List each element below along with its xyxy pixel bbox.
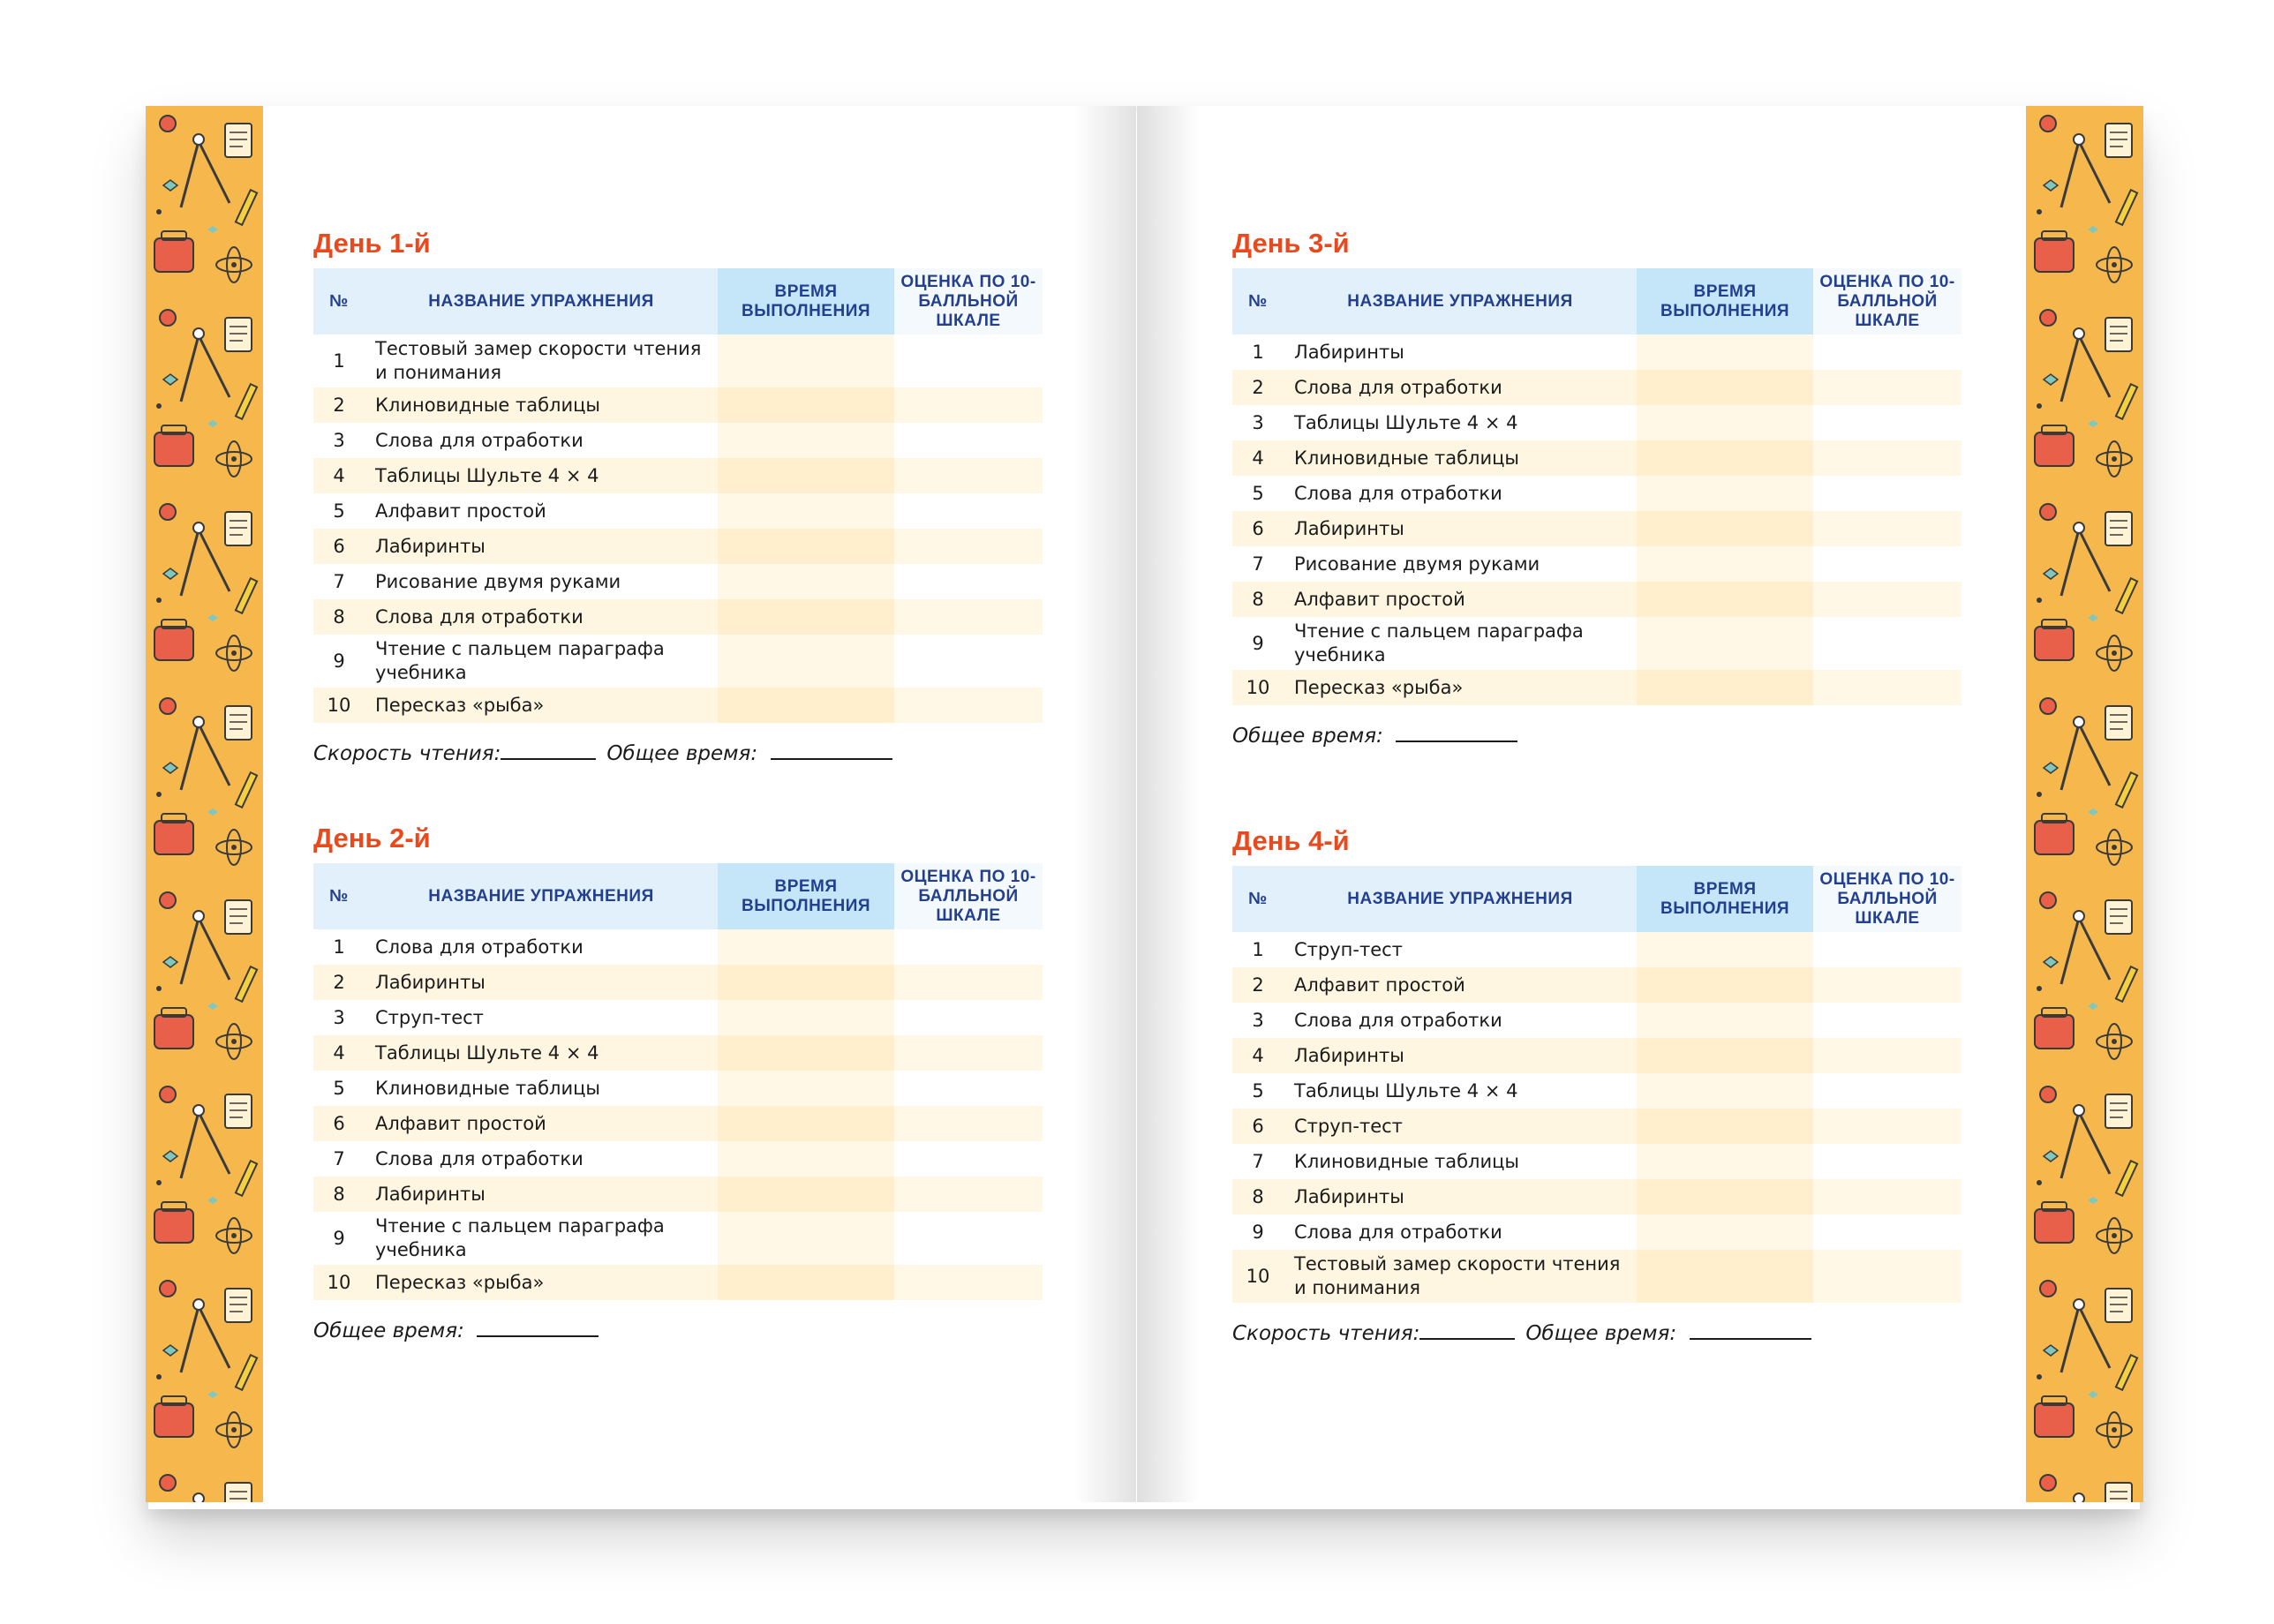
table-row	[1232, 1038, 1962, 1073]
reading-speed-label: Скорость чтения:	[1232, 1322, 1420, 1345]
row-number: 1	[1232, 932, 1284, 967]
exercise-name: Клиновидные таблицы	[1284, 1144, 1637, 1179]
table-header-row	[1232, 268, 1962, 335]
day-2-section	[313, 821, 1043, 1342]
exercise-name: Клиновидные таблицы	[365, 387, 718, 423]
school-doodles-icon	[2026, 106, 2143, 1502]
table-row	[313, 335, 1043, 387]
total-time-label: Общее время:	[313, 1320, 464, 1342]
time-cell[interactable]	[718, 458, 894, 493]
day-1-section	[313, 226, 1043, 765]
score-cell[interactable]	[894, 1035, 1043, 1071]
decorative-pattern-strip	[146, 106, 263, 1502]
table-row	[313, 965, 1043, 1000]
exercise-table	[1232, 866, 1962, 1303]
reading-speed-blank[interactable]	[501, 753, 596, 760]
row-number: 9	[313, 635, 365, 688]
total-time-blank[interactable]	[1396, 735, 1517, 742]
right-page	[1137, 106, 2143, 1502]
time-cell[interactable]	[718, 493, 894, 529]
row-number: 5	[313, 493, 365, 529]
score-cell[interactable]	[894, 1071, 1043, 1106]
total-time-label: Общее время:	[1232, 725, 1383, 748]
table-row	[313, 493, 1043, 529]
exercise-name: Лабиринты	[365, 529, 718, 564]
score-cell[interactable]	[1813, 1038, 1962, 1073]
row-number: 1	[313, 929, 365, 965]
exercise-name: Слова для отработки	[365, 929, 718, 965]
row-number: 9	[313, 1212, 365, 1265]
score-cell[interactable]	[1813, 670, 1962, 705]
row-number: 8	[313, 1177, 365, 1212]
table-row	[313, 1035, 1043, 1071]
exercise-name: Таблицы Шульте 4 × 4	[365, 1035, 718, 1071]
exercise-name: Клиновидные таблицы	[1284, 440, 1637, 476]
exercise-name: Пересказ «рыба»	[1284, 670, 1637, 705]
row-number: 6	[313, 1106, 365, 1141]
table-row	[1232, 476, 1962, 511]
header-time: ВРЕМЯ ВЫПОЛНЕНИЯ	[1637, 268, 1813, 335]
time-cell[interactable]	[1637, 440, 1813, 476]
score-cell[interactable]	[1813, 1214, 1962, 1250]
row-number: 1	[313, 335, 365, 387]
exercise-name: Слова для отработки	[1284, 476, 1637, 511]
score-cell[interactable]	[1813, 335, 1962, 370]
header-number: №	[1232, 866, 1284, 932]
table-row	[313, 1071, 1043, 1106]
table-header-row	[1232, 866, 1962, 932]
score-cell[interactable]	[894, 564, 1043, 599]
score-cell[interactable]	[1813, 1073, 1962, 1109]
row-number: 2	[1232, 370, 1284, 405]
table-row	[1232, 670, 1962, 705]
time-cell[interactable]	[1637, 1003, 1813, 1038]
day-footer	[313, 1320, 1043, 1342]
score-cell[interactable]	[894, 423, 1043, 458]
table-row	[313, 1000, 1043, 1035]
exercise-name: Слова для отработки	[365, 423, 718, 458]
exercise-name: Лабиринты	[1284, 1179, 1637, 1214]
row-number: 3	[313, 423, 365, 458]
row-number: 7	[313, 564, 365, 599]
time-cell[interactable]	[1637, 1214, 1813, 1250]
time-cell[interactable]	[1637, 1073, 1813, 1109]
time-cell[interactable]	[1637, 370, 1813, 405]
time-cell[interactable]	[1637, 476, 1813, 511]
score-cell[interactable]	[1813, 582, 1962, 617]
header-exercise-name: НАЗВАНИЕ УПРАЖНЕНИЯ	[365, 268, 718, 335]
exercise-table	[313, 863, 1043, 1300]
table-row	[1232, 440, 1962, 476]
exercise-name: Слова для отработки	[1284, 370, 1637, 405]
score-cell[interactable]	[1813, 1003, 1962, 1038]
time-cell[interactable]	[718, 965, 894, 1000]
score-cell[interactable]	[894, 1177, 1043, 1212]
exercise-name: Чтение с пальцем параграфа учебника	[1284, 617, 1637, 670]
exercise-name: Пересказ «рыба»	[365, 688, 718, 723]
table-row	[313, 1265, 1043, 1300]
score-cell[interactable]	[1813, 476, 1962, 511]
row-number: 2	[313, 387, 365, 423]
time-cell[interactable]	[718, 564, 894, 599]
header-number: №	[313, 863, 365, 929]
table-row	[1232, 1144, 1962, 1179]
score-cell[interactable]	[894, 635, 1043, 688]
score-cell[interactable]	[1813, 932, 1962, 967]
header-exercise-name: НАЗВАНИЕ УПРАЖНЕНИЯ	[1284, 866, 1637, 932]
score-cell[interactable]	[894, 493, 1043, 529]
day-4-section	[1232, 823, 1962, 1345]
total-time-blank[interactable]	[1690, 1333, 1811, 1340]
day-title: День 2-й	[313, 823, 431, 853]
exercise-name: Лабиринты	[1284, 1038, 1637, 1073]
time-cell[interactable]	[718, 387, 894, 423]
table-row	[313, 929, 1043, 965]
time-cell[interactable]	[1637, 335, 1813, 370]
exercise-name: Чтение с пальцем параграфа учебника	[365, 1212, 718, 1265]
row-number: 1	[1232, 335, 1284, 370]
total-time-blank[interactable]	[771, 753, 892, 760]
time-cell[interactable]	[718, 929, 894, 965]
exercise-name: Струп-тест	[1284, 932, 1637, 967]
exercise-table	[313, 268, 1043, 723]
score-cell[interactable]	[894, 1106, 1043, 1141]
score-cell[interactable]	[1813, 546, 1962, 582]
time-cell[interactable]	[718, 1000, 894, 1035]
score-cell[interactable]	[894, 599, 1043, 635]
table-row	[1232, 932, 1962, 967]
exercise-name: Таблицы Шульте 4 × 4	[1284, 405, 1637, 440]
header-exercise-name: НАЗВАНИЕ УПРАЖНЕНИЯ	[365, 863, 718, 929]
exercise-name: Слова для отработки	[365, 1141, 718, 1177]
day-3-section	[1232, 226, 1962, 748]
exercise-name: Клиновидные таблицы	[365, 1071, 718, 1106]
score-cell[interactable]	[894, 1212, 1043, 1265]
row-number: 7	[313, 1141, 365, 1177]
table-row	[1232, 967, 1962, 1003]
exercise-table	[1232, 268, 1962, 705]
exercise-name: Лабиринты	[365, 1177, 718, 1212]
time-cell[interactable]	[1637, 1109, 1813, 1144]
time-cell[interactable]	[718, 335, 894, 387]
table-row	[1232, 1073, 1962, 1109]
exercise-name: Лабиринты	[1284, 511, 1637, 546]
score-cell[interactable]	[894, 965, 1043, 1000]
row-number: 9	[1232, 1214, 1284, 1250]
row-number: 2	[313, 965, 365, 1000]
exercise-name: Таблицы Шульте 4 × 4	[365, 458, 718, 493]
score-cell[interactable]	[894, 929, 1043, 965]
table-row	[313, 635, 1043, 688]
time-cell[interactable]	[718, 1212, 894, 1265]
table-row	[1232, 370, 1962, 405]
time-cell[interactable]	[1637, 1250, 1813, 1303]
table-row	[313, 599, 1043, 635]
score-cell[interactable]	[1813, 1109, 1962, 1144]
time-cell[interactable]	[1637, 617, 1813, 670]
header-time: ВРЕМЯ ВЫПОЛНЕНИЯ	[1637, 866, 1813, 932]
row-number: 8	[1232, 1179, 1284, 1214]
exercise-name: Рисование двумя руками	[1284, 546, 1637, 582]
header-number: №	[313, 268, 365, 335]
time-cell[interactable]	[1637, 405, 1813, 440]
total-time-label: Общее время:	[606, 742, 758, 765]
day-footer	[1232, 1322, 1962, 1345]
score-cell[interactable]	[1813, 1144, 1962, 1179]
header-score: ОЦЕНКА ПО 10-БАЛЛЬНОЙ ШКАЛЕ	[1813, 866, 1962, 932]
row-number: 5	[1232, 476, 1284, 511]
row-number: 6	[1232, 1109, 1284, 1144]
row-number: 4	[1232, 440, 1284, 476]
exercise-name: Алфавит простой	[1284, 967, 1637, 1003]
exercise-name: Алфавит простой	[1284, 582, 1637, 617]
decorative-pattern-strip	[2026, 106, 2143, 1502]
row-number: 4	[1232, 1038, 1284, 1073]
day-title: День 1-й	[313, 228, 431, 259]
time-cell[interactable]	[718, 1141, 894, 1177]
row-number: 7	[1232, 1144, 1284, 1179]
exercise-name: Лабиринты	[365, 965, 718, 1000]
exercise-name: Чтение с пальцем параграфа учебника	[365, 635, 718, 688]
table-row	[1232, 1250, 1962, 1303]
time-cell[interactable]	[1637, 670, 1813, 705]
time-cell[interactable]	[718, 635, 894, 688]
exercise-name: Тестовый замер скорости чтения и понимания	[365, 335, 718, 387]
row-number: 7	[1232, 546, 1284, 582]
reading-speed-blank[interactable]	[1419, 1333, 1515, 1340]
exercise-name: Алфавит простой	[365, 1106, 718, 1141]
header-time: ВРЕМЯ ВЫПОЛНЕНИЯ	[718, 268, 894, 335]
table-row	[313, 423, 1043, 458]
score-cell[interactable]	[894, 458, 1043, 493]
exercise-name: Струп-тест	[365, 1000, 718, 1035]
row-number: 5	[313, 1071, 365, 1106]
row-number: 5	[1232, 1073, 1284, 1109]
exercise-name: Пересказ «рыба»	[365, 1265, 718, 1300]
table-row	[313, 1106, 1043, 1141]
time-cell[interactable]	[1637, 1038, 1813, 1073]
row-number: 4	[313, 458, 365, 493]
score-cell[interactable]	[1813, 1250, 1962, 1303]
time-cell[interactable]	[718, 1177, 894, 1212]
exercise-name: Тестовый замер скорости чтения и понимания	[1284, 1250, 1637, 1303]
score-cell[interactable]	[1813, 511, 1962, 546]
time-cell[interactable]	[718, 1071, 894, 1106]
score-cell[interactable]	[1813, 617, 1962, 670]
time-cell[interactable]	[1637, 511, 1813, 546]
time-cell[interactable]	[1637, 967, 1813, 1003]
time-cell[interactable]	[718, 1106, 894, 1141]
row-number: 4	[313, 1035, 365, 1071]
day-title: День 4-й	[1232, 825, 1350, 856]
exercise-name: Алфавит простой	[365, 493, 718, 529]
table-row	[313, 1141, 1043, 1177]
score-cell[interactable]	[1813, 967, 1962, 1003]
day-title: День 3-й	[1232, 228, 1350, 259]
table-header-row	[313, 268, 1043, 335]
row-number: 3	[313, 1000, 365, 1035]
exercise-name: Лабиринты	[1284, 335, 1637, 370]
row-number: 10	[1232, 1250, 1284, 1303]
header-exercise-name: НАЗВАНИЕ УПРАЖНЕНИЯ	[1284, 268, 1637, 335]
time-cell[interactable]	[1637, 546, 1813, 582]
left-page	[146, 106, 1136, 1502]
score-cell[interactable]	[894, 1000, 1043, 1035]
score-cell[interactable]	[1813, 405, 1962, 440]
header-number: №	[1232, 268, 1284, 335]
score-cell[interactable]	[1813, 440, 1962, 476]
row-number: 6	[1232, 511, 1284, 546]
header-score: ОЦЕНКА ПО 10-БАЛЛЬНОЙ ШКАЛЕ	[894, 268, 1043, 335]
total-time-label: Общее время:	[1525, 1322, 1677, 1345]
day-footer	[1232, 725, 1962, 748]
table-row	[1232, 405, 1962, 440]
table-row	[1232, 1109, 1962, 1144]
time-cell[interactable]	[718, 529, 894, 564]
table-row	[1232, 582, 1962, 617]
exercise-name: Таблицы Шульте 4 × 4	[1284, 1073, 1637, 1109]
school-doodles-icon	[146, 106, 263, 1502]
score-cell[interactable]	[1813, 370, 1962, 405]
score-cell[interactable]	[1813, 1179, 1962, 1214]
table-header-row	[313, 863, 1043, 929]
table-row	[1232, 617, 1962, 670]
score-cell[interactable]	[894, 688, 1043, 723]
total-time-blank[interactable]	[477, 1330, 599, 1337]
table-row	[313, 688, 1043, 723]
row-number: 3	[1232, 1003, 1284, 1038]
table-row	[313, 1212, 1043, 1265]
table-row	[313, 458, 1043, 493]
time-cell[interactable]	[718, 423, 894, 458]
time-cell[interactable]	[1637, 1179, 1813, 1214]
table-row	[1232, 1214, 1962, 1250]
score-cell[interactable]	[894, 335, 1043, 387]
table-row	[313, 387, 1043, 423]
row-number: 6	[313, 529, 365, 564]
row-number: 9	[1232, 617, 1284, 670]
row-number: 8	[313, 599, 365, 635]
time-cell[interactable]	[1637, 1144, 1813, 1179]
score-cell[interactable]	[894, 529, 1043, 564]
header-time: ВРЕМЯ ВЫПОЛНЕНИЯ	[718, 863, 894, 929]
score-cell[interactable]	[894, 387, 1043, 423]
table-row	[313, 1177, 1043, 1212]
table-row	[1232, 546, 1962, 582]
row-number: 10	[313, 688, 365, 723]
time-cell[interactable]	[718, 688, 894, 723]
exercise-name: Рисование двумя руками	[365, 564, 718, 599]
header-score: ОЦЕНКА ПО 10-БАЛЛЬНОЙ ШКАЛЕ	[1813, 268, 1962, 335]
exercise-name: Струп-тест	[1284, 1109, 1637, 1144]
score-cell[interactable]	[894, 1265, 1043, 1300]
score-cell[interactable]	[894, 1141, 1043, 1177]
table-row	[1232, 511, 1962, 546]
time-cell[interactable]	[1637, 582, 1813, 617]
table-row	[1232, 1179, 1962, 1214]
time-cell[interactable]	[1637, 932, 1813, 967]
table-row	[1232, 1003, 1962, 1038]
table-row	[313, 564, 1043, 599]
time-cell[interactable]	[718, 599, 894, 635]
table-row	[1232, 335, 1962, 370]
day-footer	[313, 742, 1043, 765]
row-number: 2	[1232, 967, 1284, 1003]
reading-speed-label: Скорость чтения:	[313, 742, 501, 765]
exercise-name: Слова для отработки	[1284, 1003, 1637, 1038]
header-score: ОЦЕНКА ПО 10-БАЛЛЬНОЙ ШКАЛЕ	[894, 863, 1043, 929]
row-number: 10	[1232, 670, 1284, 705]
time-cell[interactable]	[718, 1035, 894, 1071]
row-number: 8	[1232, 582, 1284, 617]
table-row	[313, 529, 1043, 564]
exercise-name: Слова для отработки	[1284, 1214, 1637, 1250]
row-number: 10	[313, 1265, 365, 1300]
row-number: 3	[1232, 405, 1284, 440]
time-cell[interactable]	[718, 1265, 894, 1300]
exercise-name: Слова для отработки	[365, 599, 718, 635]
